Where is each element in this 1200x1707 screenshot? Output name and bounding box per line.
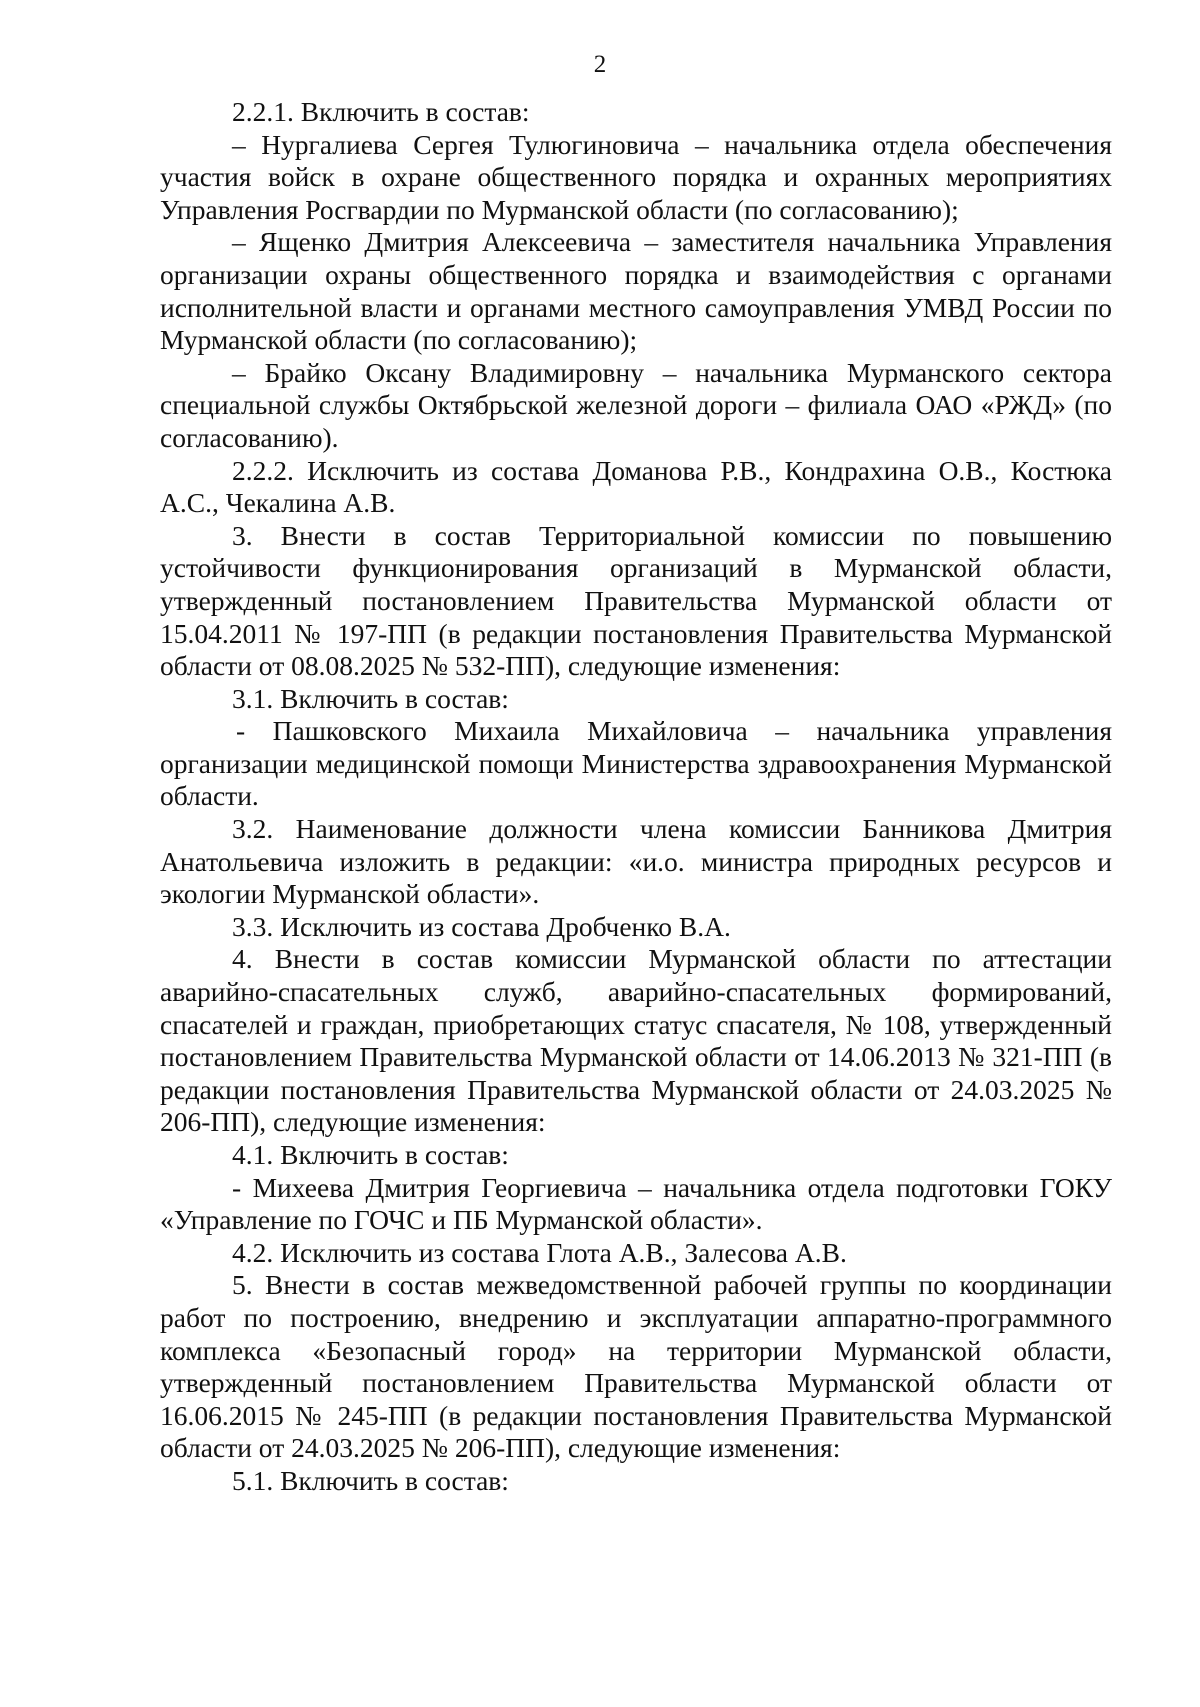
paragraph-yashchenko: – Ященко Дмитрия Алексеевича – заместителя начальника Управления организации охраны общественного порядка и взаимодействия с органами исполнительной власти и органами местного самоуправления УМВД России по Мурманской области (по согласованию); — [160, 226, 1112, 356]
paragraph-3-1: 3.1. Включить в состав: — [232, 682, 509, 714]
paragraph-4: 4. Внести в состав комиссии Мурманской области по аттестации аварийно-спасательных служб, аварийно-спасательных формирований, спасателей и граждан, приобретающих статус спасателя, № 108, утвержденный постановлением Правительства Мурманской области от 14.06.2013 № 321-ПП (в редакции постановления Правительства Мурманской области от 24.03.2025 № 206-ПП), следующие изменения: — [160, 943, 1112, 1138]
paragraph-5: 5. Внести в состав межведомственной рабочей группы по координации работ по построению, внедрению и эксплуатации аппаратно-программного комплекса «Безопасный город» на территории Мурманской области, утвержденный постановлением Правительства Мурманской области от 16.06.2015 № 245-ПП (в редакции постановления Правительства Мурманской области от 24.03.2025 № 206-ПП), следующие изменения: — [160, 1269, 1112, 1464]
paragraph-nurgaliev: – Нургалиева Сергея Тулюгиновича – начальника отдела обеспечения участия войск в охране общественного порядка и охранных мероприятиях Управления Росгвардии по Мурманской области (по согласованию); — [160, 128, 1112, 225]
paragraph-brayko: – Брайко Оксану Владимировну – начальника Мурманского сектора специальной службы Октябрьской железной дороги – филиала ОАО «РЖД» (по согласованию). — [160, 356, 1112, 453]
paragraph-2-2-1: 2.2.1. Включить в состав: — [232, 96, 530, 127]
paragraph-4-2: 4.2. Исключить из состава Глота А.В., Залесова А.В. — [232, 1236, 847, 1268]
paragraph-3-3: 3.3. Исключить из состава Дробченко В.А. — [232, 910, 731, 942]
paragraph-2-2-2: 2.2.2. Исключить из состава Доманова Р.В., Кондрахина О.В., Костюка А.С., Чекалина А.В. — [160, 454, 1112, 519]
paragraph-4-1: 4.1. Включить в состав: — [232, 1139, 509, 1170]
paragraph-5-1: 5.1. Включить в состав: — [232, 1464, 509, 1496]
paragraph-3-2: 3.2. Наименование должности члена комиссии Банникова Дмитрия Анатольевича изложить в редакции: «и.о. министра природных ресурсов и экологии Мурманской области». — [160, 813, 1112, 910]
document-body — [160, 96, 1112, 1498]
paragraph-pashkovsky: - Пашковского Михаила Михайловича – начальника управления организации медицинской помощи Министерства здравоохранения Мурманской области. — [160, 715, 1112, 812]
paragraph-3: 3. Внести в состав Территориальной комиссии по повышению устойчивости функционирования организаций в Мурманской области, утвержденный постановлением Правительства Мурманской области от 15.04.2011 № 197-ПП (в редакции постановления Правительства Мурманской области от 08.08.2025 № 532-ПП), следующие изменения: — [160, 519, 1112, 682]
page-number: 2 — [593, 51, 607, 78]
paragraph-mikheev: - Михеева Дмитрия Георгиевича – начальника отдела подготовки ГОКУ «Управление по ГОЧС и ПБ Мурманской области». — [160, 1171, 1112, 1236]
